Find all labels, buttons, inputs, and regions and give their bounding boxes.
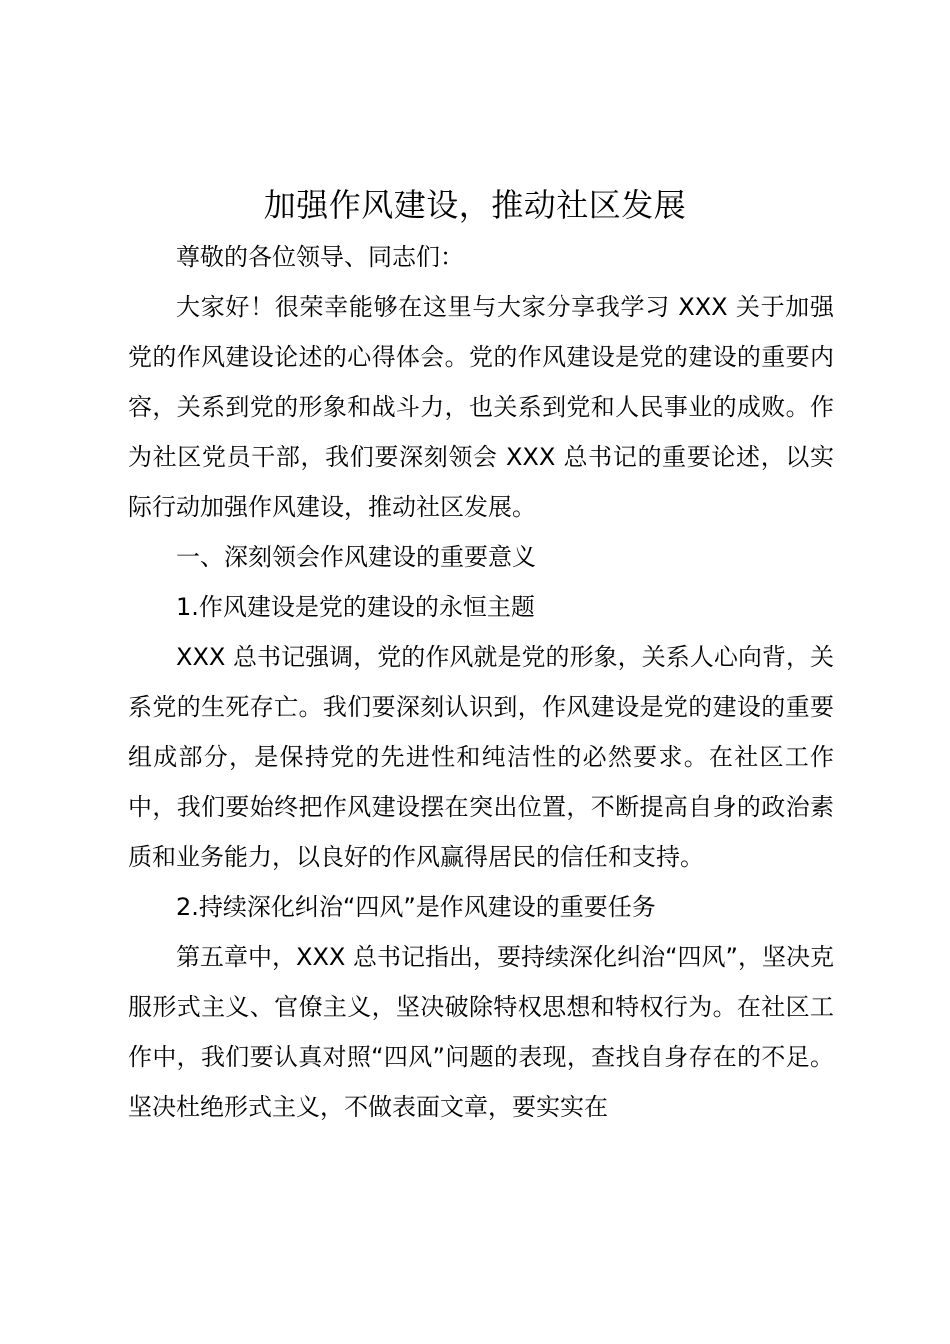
subsection-heading-1: 1.作风建设是党的建设的永恒主题 <box>176 593 535 621</box>
section-heading: 一、深刻领会作风建设的重要意义 <box>176 543 536 571</box>
document-title: 加强作风建设，推动社区发展 <box>263 186 687 224</box>
salutation-paragraph: 尊敬的各位领导、同志们： <box>176 243 464 271</box>
document-body <box>128 232 834 1132</box>
intro-paragraph: 大家好！很荣幸能够在这里与大家分享我学习 XXX 关于加强党的作风建设论述的心得体会。党的作风建设是党的建设的重要内容，关系到党的形象和战斗力，也关系到党和人民事业的成败。作为社区党员干部，我们要深刻领会 XXX 总书记的重要论述，以实际行动加强作风建设，推动社区发展。 <box>128 293 834 521</box>
subsection-heading-2: 2.持续深化纠治“四风”是作风建设的重要任务 <box>176 893 656 921</box>
body-paragraph-2: 第五章中，XXX 总书记指出，要持续深化纠治“四风”，坚决克服形式主义、官僚主义，坚决破除特权思想和特权行为。在社区工作中，我们要认真对照“四风”问题的表现，查找自身存在的不足。坚决杜绝形式主义，不做表面文章，要实实在 <box>128 943 834 1121</box>
body-paragraph-1: XXX 总书记强调，党的作风就是党的形象，关系人心向背，关系党的生死存亡。我们要深刻认识到，作风建设是党的建设的重要组成部分，是保持党的先进性和纯洁性的必然要求。在社区工作中，我们要始终把作风建设摆在突出位置，不断提高自身的政治素质和业务能力，以良好的作风赢得居民的信任和支持。 <box>128 643 834 871</box>
